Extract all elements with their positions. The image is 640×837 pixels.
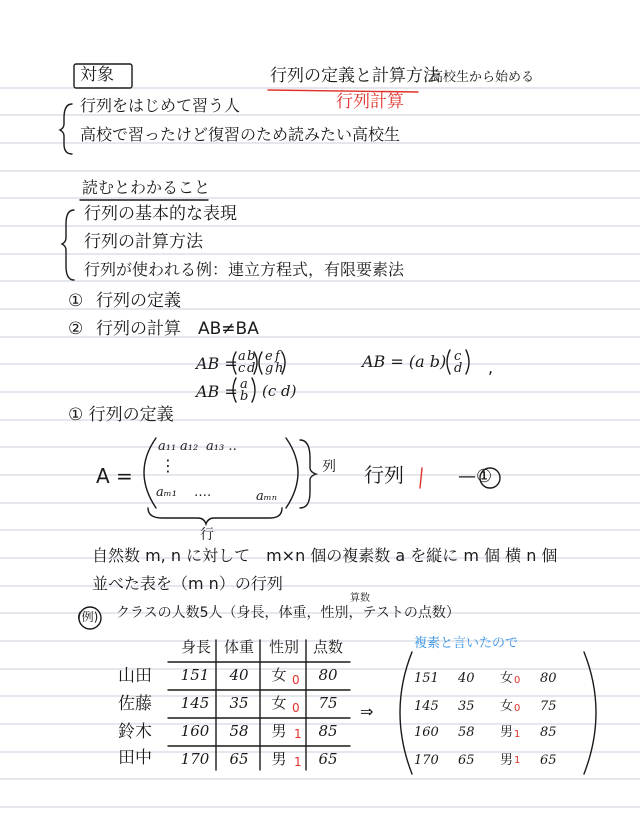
table-cell: 80 xyxy=(318,666,338,684)
table-cell: 40 xyxy=(229,666,249,684)
eq2-col-d: d xyxy=(454,361,463,376)
header-box-label: 対象 xyxy=(80,65,114,85)
result-cell: 40 xyxy=(458,671,475,686)
table-row-name: 佐藤 xyxy=(118,694,152,714)
eq1-m2-e: e xyxy=(265,349,273,364)
eq1-m2-f: f xyxy=(275,349,280,364)
result-cell: 75 xyxy=(540,699,557,714)
title-note: 高校生から始める xyxy=(430,70,535,85)
result-cell: 女 xyxy=(500,699,514,714)
row-label: 行 xyxy=(200,527,214,543)
table-cell: 145 xyxy=(180,694,210,712)
eq2-col-c: c xyxy=(454,349,462,364)
learn-line-3: 行列が使われる例：連立方程式，有限要素法 xyxy=(84,260,405,279)
result-cell: 85 xyxy=(540,725,557,740)
table-cell: 58 xyxy=(229,722,249,740)
eq1-m1-a: a xyxy=(238,349,246,364)
result-mark: 1 xyxy=(514,755,521,766)
matrix-a12: a₁₂ xyxy=(180,439,199,454)
column-label: 列 xyxy=(322,459,336,475)
toc-num-2: ② xyxy=(68,319,84,339)
eq3-col-a: a xyxy=(240,377,248,392)
eq1-m1-c: c xyxy=(238,361,246,376)
table-header-height: 身長 xyxy=(180,638,211,656)
result-cell: 女 xyxy=(500,671,514,686)
matrix-hdots: ‥‥ xyxy=(194,485,212,500)
equation-ref: —① xyxy=(458,466,493,487)
eq1-m2-g: g xyxy=(265,361,274,376)
example-text: クラスの人数5人（身長，体重，性別，テストの点数） xyxy=(116,605,460,621)
target-brace xyxy=(60,104,72,154)
example-label: (例) xyxy=(77,610,99,624)
toc-text-2: 行列の計算 AB≠BA xyxy=(96,319,259,339)
eq1-m1-d: d xyxy=(247,361,256,376)
learn-heading: 読むとわかること xyxy=(82,178,211,197)
table-cell: 170 xyxy=(180,750,210,768)
result-cell: 80 xyxy=(540,671,557,686)
table-row-name: 山田 xyxy=(118,666,152,686)
example-note: 算数 xyxy=(350,593,370,604)
table-row-name: 鈴木 xyxy=(118,722,152,742)
table-cell: 151 xyxy=(180,666,210,684)
result-mark: 0 xyxy=(514,675,521,686)
table-cell: 160 xyxy=(180,722,210,740)
result-mark: 1 xyxy=(514,729,521,740)
title-red-note: 行列計算 xyxy=(336,92,404,112)
eq1-m2-h: h xyxy=(275,361,284,376)
matrix-lhs: A = xyxy=(96,464,133,488)
eq2-tail: , xyxy=(488,358,494,377)
table-mark: 1 xyxy=(294,727,302,741)
matrix-vdots: ⋮ xyxy=(160,456,176,475)
result-right-paren xyxy=(584,652,596,774)
matrix-am1: aₘ₁ xyxy=(156,485,177,500)
eq1-lhs: AB = xyxy=(196,354,238,373)
result-cell: 160 xyxy=(414,725,439,740)
result-cell: 男 xyxy=(500,753,514,768)
eq2-lhs: AB = (a b) xyxy=(362,352,447,371)
result-left-paren xyxy=(400,652,412,774)
matrix-right-paren xyxy=(286,438,298,508)
table-cell: 65 xyxy=(229,750,249,768)
table-cell: 男 xyxy=(271,750,287,768)
column-brace xyxy=(300,440,316,508)
table-cell: 85 xyxy=(318,722,338,740)
target-line-1: 行列をはじめて習う人 xyxy=(80,96,241,115)
table-arrow: ⇒ xyxy=(360,702,374,721)
result-cell: 151 xyxy=(414,671,439,686)
toc-text-1: 行列の定義 xyxy=(96,291,181,311)
learn-line-2: 行列の計算方法 xyxy=(84,232,203,252)
matrix-amn: aₘₙ xyxy=(256,489,277,504)
table-cell: 35 xyxy=(229,694,249,712)
table-mark: 0 xyxy=(292,673,300,687)
matrix-a13: a₁₃ ‥ xyxy=(206,439,237,454)
table-cell: 75 xyxy=(318,694,338,712)
table-cell: 女 xyxy=(271,694,287,712)
table-cell: 男 xyxy=(271,722,287,740)
result-cell: 男 xyxy=(500,725,514,740)
eq3-row: (c d) xyxy=(262,382,297,400)
eq1-m1-b: b xyxy=(247,349,256,364)
row-brace xyxy=(148,508,282,524)
result-cell: 58 xyxy=(458,725,475,740)
learn-line-1: 行列の基本的な表現 xyxy=(84,204,237,224)
eq3-col-b: b xyxy=(240,389,249,404)
table-row-name: 田中 xyxy=(118,748,152,768)
definition-line-2: 並べた表を（m n）の行列 xyxy=(92,574,283,593)
eq3-lhs: AB = xyxy=(196,382,238,401)
table-mark: 1 xyxy=(294,755,302,769)
table-header-gender: 性別 xyxy=(268,638,299,656)
toc-num-1: ① xyxy=(68,291,84,311)
table-header-weight: 体重 xyxy=(223,638,254,656)
result-cell: 65 xyxy=(540,753,557,768)
result-note: 複素と言いたので xyxy=(414,636,519,651)
definition-line-1: 自然数 m, n に対して m×n 個の複素数 a を縦に m 個 横 n 個 xyxy=(92,546,558,565)
matrix-a11: a₁₁ xyxy=(158,439,177,454)
result-cell: 35 xyxy=(458,699,475,714)
table-header-score: 点数 xyxy=(312,638,343,656)
section1-heading: ① 行列の定義 xyxy=(68,405,174,425)
result-cell: 170 xyxy=(414,753,439,768)
matrix-left-paren xyxy=(144,438,156,508)
result-mark: 0 xyxy=(514,703,521,714)
table-cell: 女 xyxy=(271,666,287,684)
table-mark: 0 xyxy=(292,701,300,715)
matrix-name: 行列 xyxy=(364,463,404,487)
result-cell: 145 xyxy=(414,699,439,714)
result-cell: 65 xyxy=(458,753,475,768)
learn-brace xyxy=(62,210,74,280)
table-cell: 65 xyxy=(318,750,338,768)
page-title: 行列の定義と計算方法 xyxy=(270,66,440,86)
target-line-2: 高校で習ったけど復習のため読みたい高校生 xyxy=(80,125,401,144)
